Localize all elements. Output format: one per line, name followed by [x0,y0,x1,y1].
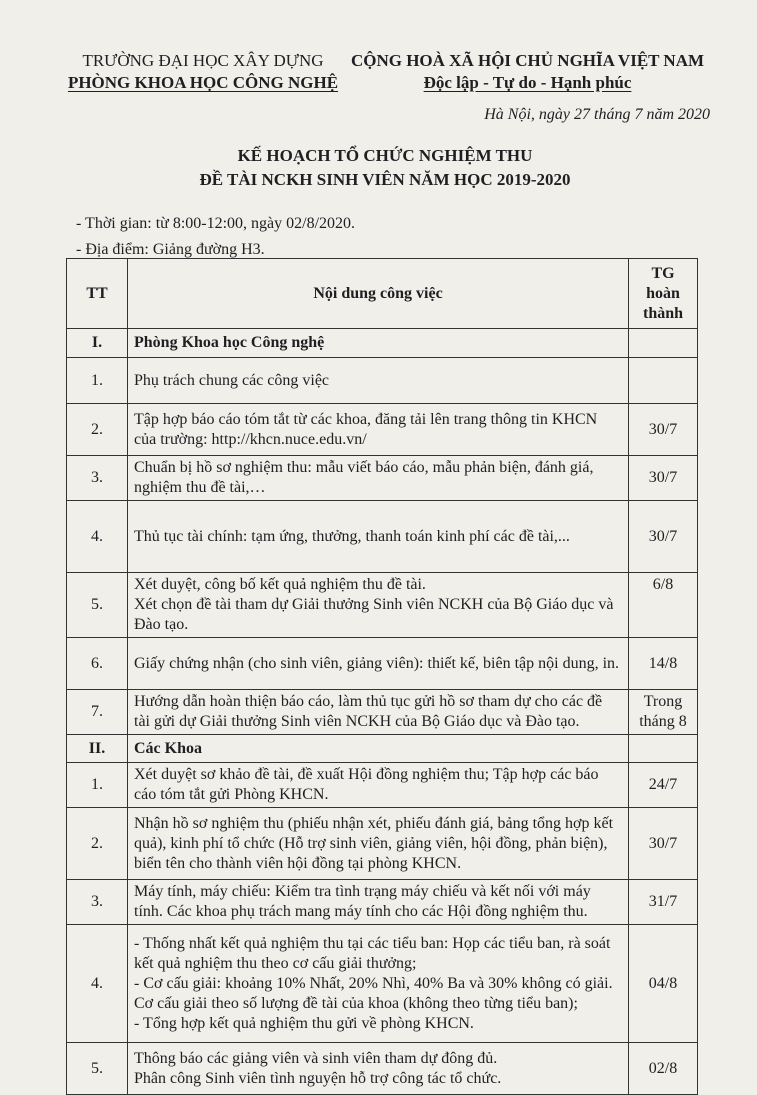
header-no: TT [67,259,128,329]
row-content: Thủ tục tài chính: tạm ứng, thưởng, thanh toán kinh phí các đề tài,... [128,501,629,573]
title-line-2: ĐỀ TÀI NCKH SINH VIÊN NĂM HỌC 2019-2020 [199,170,571,189]
row-deadline: 14/8 [629,638,698,690]
table-row [67,808,698,880]
row-content: Thông báo các giảng viên và sinh viên tham dự đông đủ. Phân công Sinh viên tình nguyện hỗ trợ công tác tổ chức. [128,1043,629,1095]
section-deadline-cell [629,735,698,763]
row-number: 5. [67,573,128,638]
row-deadline: 24/7 [629,763,698,808]
row-content: Phụ trách chung các công việc [128,358,629,404]
table-row [67,501,698,573]
table-body [67,329,698,1095]
row-content: Máy tính, máy chiếu: Kiểm tra tình trạng máy chiếu và kết nối với máy tính. Các khoa phụ trách mang máy tính cho các Hội đồng nghiệm thu. [128,880,629,925]
row-content: Xét duyệt sơ khảo đề tài, đề xuất Hội đồng nghiệm thu; Tập hợp các báo cáo tóm tắt gửi Phòng KHCN. [128,763,629,808]
row-number: 5. [67,1043,128,1095]
row-number: 4. [67,501,128,573]
row-deadline: Trong tháng 8 [629,690,698,735]
row-content: Hướng dẫn hoàn thiện báo cáo, làm thủ tục gửi hồ sơ tham dự cho các đề tài gửi dự Giải thưởng Sinh viên NCKH của Bộ Giáo dục và Đào tạo. [128,690,629,735]
row-deadline: 02/8 [629,1043,698,1095]
section-title: Các Khoa [128,735,629,763]
row-number: 3. [67,456,128,501]
row-number: 6. [67,638,128,690]
table-header-row [67,259,698,329]
national-header [345,50,710,94]
row-content: Tập hợp báo cáo tóm tắt từ các khoa, đăng tải lên trang thông tin KHCN của trường: http://khcn.nuce.edu.vn/ [128,404,629,456]
table-row [67,690,698,735]
header-content: Nội dung công việc [128,259,629,329]
department-name: PHÒNG KHOA HỌC CÔNG NGHỆ [67,73,339,92]
row-content: Xét duyệt, công bố kết quả nghiệm thu đề tài. Xét chọn đề tài tham dự Giải thưởng Sinh viên NCKH của Bộ Giáo dục và Đào tạo. [128,573,629,638]
row-deadline [629,358,698,404]
table-row [67,1043,698,1095]
section-title: Phòng Khoa học Công nghệ [128,329,629,358]
row-number: 3. [67,880,128,925]
table-row [67,638,698,690]
section-deadline-cell [629,329,698,358]
row-number: 2. [67,808,128,880]
row-number: 4. [67,925,128,1043]
row-content: Nhận hồ sơ nghiệm thu (phiếu nhận xét, phiếu đánh giá, bảng tổng hợp kết quả), kinh phí tổ chức (Hỗ trợ sinh viên, giảng viên, hội đồng, phản biện), biển tên cho thành viên hội đồng tại phòng KHCN. [128,808,629,880]
section-row [67,329,698,358]
plan-table [66,258,698,1095]
row-deadline: 31/7 [629,880,698,925]
issuer-header [58,50,348,94]
table-row [67,358,698,404]
row-number: 7. [67,690,128,735]
table-row [67,573,698,638]
row-number: 2. [67,404,128,456]
national-title: CỘNG HOÀ XÃ HỘI CHỦ NGHĨA VIỆT NAM [350,51,705,70]
meta-location: - Địa điểm: Giảng đường H3. [76,241,265,258]
row-deadline: 04/8 [629,925,698,1043]
row-deadline: 6/8 [629,573,698,638]
row-deadline: 30/7 [629,501,698,573]
university-name: TRƯỜNG ĐẠI HỌC XÂY DỰNG [82,51,324,70]
table-row [67,763,698,808]
section-row [67,735,698,763]
row-content: - Thống nhất kết quả nghiệm thu tại các tiểu ban: Họp các tiểu ban, rà soát kết quả nghiệm thu theo cơ cấu giải thưởng; - Cơ cấu giải: khoảng 10% Nhất, 20% Nhì, 40% Ba và 30% không có giải. Cơ cấu giải theo số lượng đề tài của khoa (không theo từng tiểu ban); - Tổng hợp kết quả nghiệm thu gửi về phòng KHCN. [128,925,629,1043]
meta-time: - Thời gian: từ 8:00-12:00, ngày 02/8/2020. [76,215,356,232]
national-motto: Độc lập - Tự do - Hạnh phúc [423,73,632,92]
row-deadline: 30/7 [629,404,698,456]
document-title [60,144,710,192]
table-row [67,456,698,501]
row-deadline: 30/7 [629,456,698,501]
section-number: II. [67,735,128,763]
title-line-1: KẾ HOẠCH TỔ CHỨC NGHIỆM THU [237,146,533,165]
table-row [67,404,698,456]
row-deadline: 30/7 [629,808,698,880]
section-number: I. [67,329,128,358]
row-number: 1. [67,763,128,808]
row-number: 1. [67,358,128,404]
table-row [67,925,698,1043]
row-content: Chuẩn bị hồ sơ nghiệm thu: mẫu viết báo cáo, mẫu phản biện, đánh giá, nghiệm thu đề tài,… [128,456,629,501]
header-deadline: TG hoàn thành [629,259,698,329]
row-content: Giấy chứng nhận (cho sinh viên, giảng viên): thiết kế, biên tập nội dung, in. [128,638,629,690]
table-row [67,880,698,925]
document-date: Hà Nội, ngày 27 tháng 7 năm 2020 [484,106,710,123]
